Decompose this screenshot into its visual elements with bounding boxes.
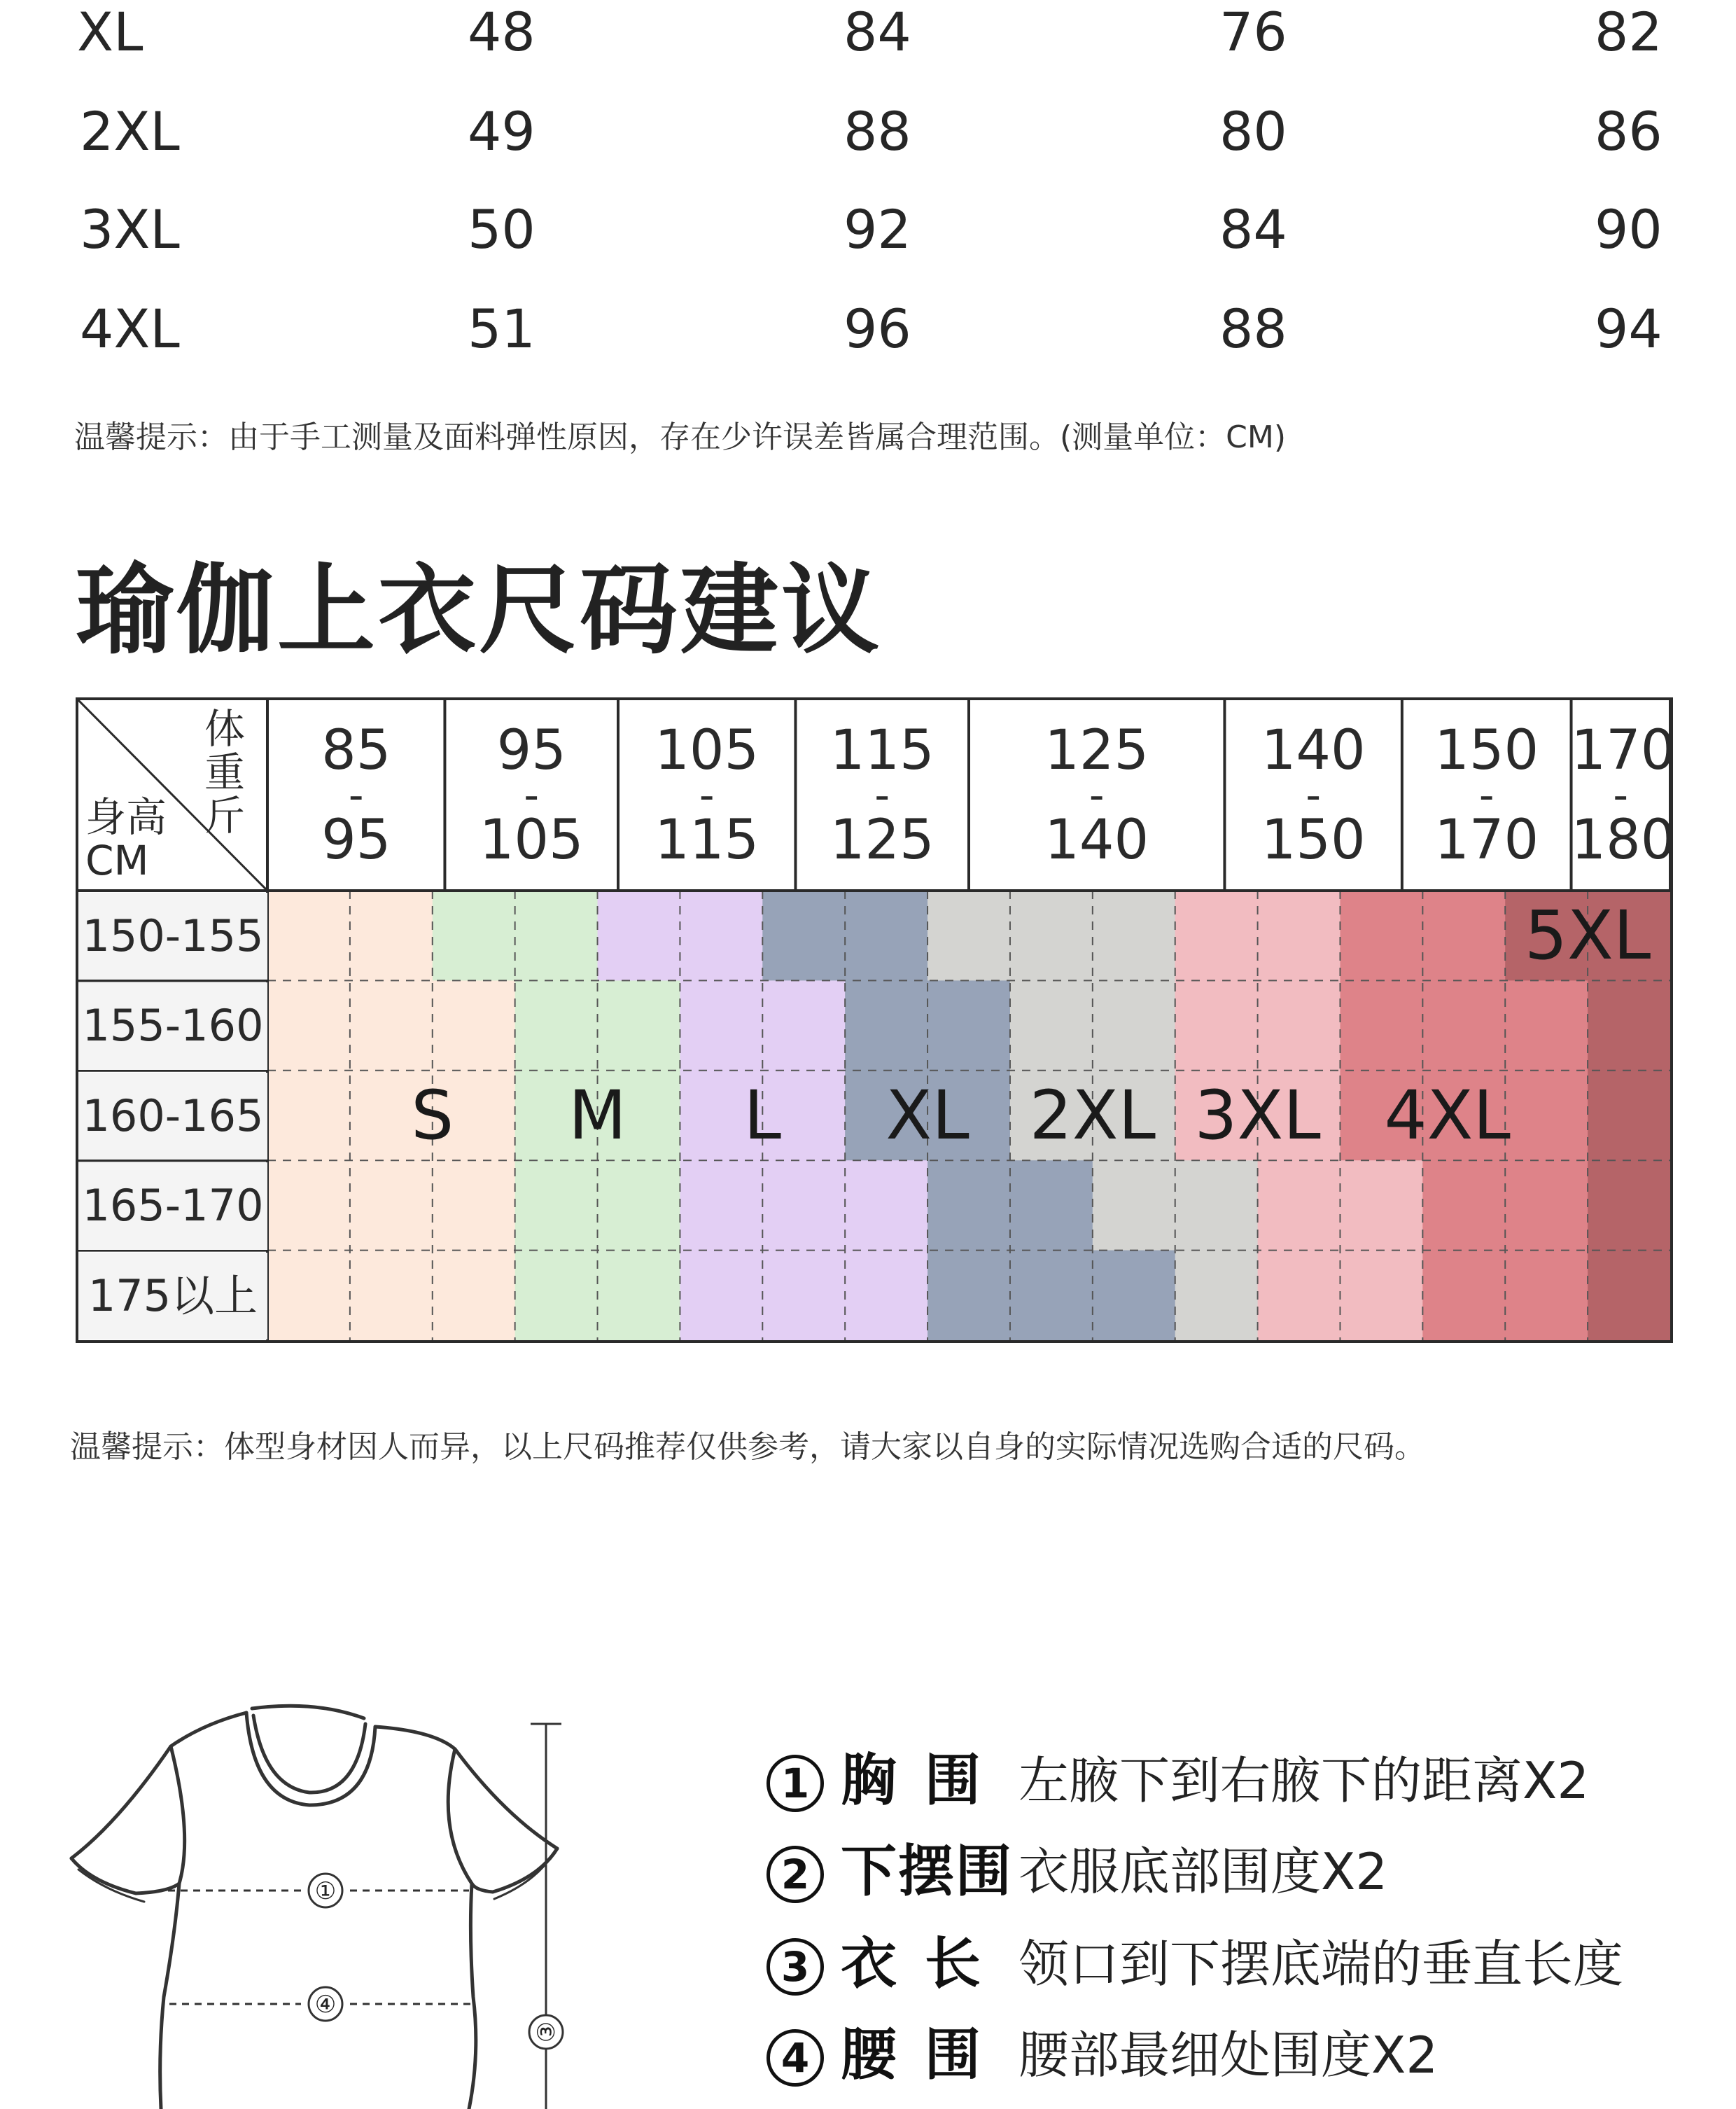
size-zone-cell	[1258, 891, 1340, 981]
size-label: 3XL	[1194, 1076, 1321, 1155]
item-description: 左腋下到右腋下的距离X2	[1018, 1751, 1590, 1810]
size-zone-cell	[1093, 1251, 1175, 1340]
range-dash: -	[1613, 771, 1629, 820]
height-row-header: 155-160	[78, 982, 267, 1069]
size-zone-cell	[762, 891, 845, 981]
weight-to: 125	[830, 809, 934, 872]
size-zone-cell	[515, 1160, 598, 1251]
weight-column-header	[267, 700, 444, 891]
table-row	[0, 280, 1736, 378]
value-cell: 88	[844, 100, 911, 162]
range-dash: -	[524, 771, 540, 820]
size-zone-cell	[1422, 980, 1505, 1071]
corner-height-text: 身高 CM	[85, 793, 167, 884]
size-zone-cell	[1422, 1160, 1505, 1251]
size-zone-cell	[267, 1071, 350, 1161]
weight-to: 180	[1571, 809, 1676, 872]
size-zone-cell	[515, 1251, 598, 1340]
value-cell: 76	[1219, 1, 1287, 63]
size-zone-cell	[1340, 1160, 1422, 1251]
item-number-badge: 1	[766, 1755, 824, 1812]
size-zone-cell	[1010, 1160, 1093, 1251]
weight-from: 140	[1261, 719, 1366, 782]
size-zone-cell	[927, 980, 1010, 1071]
item-number-badge: 4	[766, 2029, 824, 2087]
range-dash: -	[699, 771, 715, 820]
size-label: 5XL	[1524, 896, 1651, 975]
size-zone-cell	[927, 1160, 1010, 1251]
recommendation-tip: 温馨提示：体型身材因人而异，以上尺码推荐仅供参考，请大家以自身的实际情况选购合适的尺码。	[70, 1429, 1425, 1465]
size-zone-cell	[1258, 1251, 1340, 1340]
size-zone-cell	[1093, 980, 1175, 1071]
corner-weight-text: 体重 斤	[204, 705, 245, 840]
item-term: 下摆围	[841, 1839, 1013, 1904]
item-number-badge: 3	[766, 1938, 824, 1996]
weight-to: 105	[479, 809, 584, 872]
size-cell: 3XL	[80, 198, 180, 260]
size-label: 4XL	[1384, 1076, 1511, 1155]
size-zone-cell	[433, 1251, 515, 1340]
measurement-tip: 温馨提示：由于手工测量及面料弹性原因，存在少许误差皆属合理范围。(测量单位：CM)	[74, 419, 1287, 455]
range-dash: -	[874, 771, 890, 820]
size-zone-cell	[433, 980, 515, 1071]
diagram-marker-waist: ④	[314, 1991, 337, 2019]
section-title: 瑜伽上衣尺码建议	[76, 554, 883, 668]
size-zone-cell	[845, 1251, 927, 1340]
weight-to: 95	[321, 809, 391, 872]
weight-column-header	[969, 700, 1224, 891]
weight-from: 95	[496, 719, 566, 782]
size-zone-cell	[1588, 980, 1670, 1071]
size-zone-cell	[1505, 1071, 1588, 1161]
size-zone-cell	[1093, 1160, 1175, 1251]
height-row-header: 150-155	[78, 893, 267, 980]
weight-to: 140	[1044, 809, 1149, 872]
size-zone-cell	[433, 1160, 515, 1251]
size-zone-cell	[515, 891, 598, 981]
size-zone-cell	[845, 1160, 927, 1251]
size-recommendation-grid	[76, 697, 1676, 1343]
value-cell: 90	[1595, 198, 1662, 260]
tshirt-diagram	[63, 1703, 623, 2109]
size-zone-cell	[350, 980, 433, 1071]
weight-from: 125	[1044, 719, 1149, 782]
size-cell: XL	[77, 1, 144, 63]
value-cell: 82	[1595, 1, 1662, 63]
size-zone-cell	[1010, 980, 1093, 1071]
item-description: 衣服底部围度X2	[1018, 1842, 1388, 1901]
weight-from: 115	[830, 719, 934, 782]
value-cell: 50	[468, 198, 536, 260]
size-zone-cell	[350, 1251, 433, 1340]
weight-to: 115	[654, 809, 760, 872]
corner-height-label	[85, 795, 167, 882]
weight-column-header	[444, 700, 618, 891]
size-zone-cell	[1340, 891, 1422, 981]
size-zone-cell	[1010, 891, 1093, 981]
size-zone-cell	[1588, 1071, 1670, 1161]
size-zone-cell	[1340, 980, 1422, 1071]
size-zone-cell	[1175, 1251, 1258, 1340]
size-zone-cell	[267, 1251, 350, 1340]
size-label: XL	[886, 1076, 969, 1155]
size-label: M	[568, 1076, 626, 1155]
value-cell: 48	[468, 1, 536, 63]
diagram-marker-length: ③	[533, 2021, 561, 2043]
weight-to: 170	[1434, 809, 1539, 872]
weight-from: 150	[1434, 719, 1539, 782]
value-cell: 92	[844, 198, 911, 260]
size-zone-cell	[680, 1251, 762, 1340]
item-term: 衣 长	[841, 1931, 985, 1996]
value-cell: 94	[1595, 298, 1662, 360]
size-zone-cell	[598, 980, 680, 1071]
size-zone-cell	[1588, 1251, 1670, 1340]
size-zone-cell	[762, 1251, 845, 1340]
value-cell: 49	[468, 100, 536, 162]
weight-to: 150	[1261, 809, 1366, 872]
size-zone-cell	[267, 980, 350, 1071]
value-cell: 84	[1219, 198, 1287, 260]
size-cell: 4XL	[80, 298, 180, 360]
item-number-badge: 2	[766, 1846, 824, 1903]
diagram-marker-chest: ①	[314, 1877, 337, 1905]
range-dash: -	[1478, 771, 1494, 820]
size-zone-cell	[680, 1160, 762, 1251]
size-zone-cell	[845, 980, 927, 1071]
weight-column-header	[1224, 700, 1401, 891]
range-dash: -	[348, 771, 364, 820]
size-zone-cell	[927, 1251, 1010, 1340]
value-cell: 96	[844, 298, 911, 360]
size-zone-cell	[350, 1160, 433, 1251]
size-zone-cell	[1505, 980, 1588, 1071]
value-cell: 80	[1219, 100, 1287, 162]
size-zone-cell	[1588, 1160, 1670, 1251]
weight-column-header	[1402, 700, 1572, 891]
range-dash: -	[1088, 771, 1105, 820]
value-cell: 51	[468, 298, 536, 360]
size-zone-cell	[762, 1160, 845, 1251]
size-zone-cell	[1175, 1160, 1258, 1251]
size-zone-cell	[1175, 980, 1258, 1071]
item-term: 胸 围	[841, 1748, 985, 1813]
size-zone-cell	[1093, 891, 1175, 981]
size-zone-cell	[927, 891, 1010, 981]
size-zone-cell	[1340, 1251, 1422, 1340]
size-label: 2XL	[1029, 1076, 1156, 1155]
weight-column-header	[1571, 700, 1676, 891]
height-row-header: 160-165	[78, 1073, 267, 1160]
size-cell: 2XL	[80, 100, 180, 162]
size-zone-cell	[598, 1251, 680, 1340]
size-zone-cell	[350, 891, 433, 981]
size-zone-cell	[267, 891, 350, 981]
weight-from: 105	[654, 719, 760, 782]
size-zone-cell	[267, 1160, 350, 1251]
size-zone-cell	[1505, 1251, 1588, 1340]
value-cell: 88	[1219, 298, 1287, 360]
item-description: 腰部最细处围度X2	[1018, 2026, 1438, 2084]
weight-column-header	[618, 700, 795, 891]
weight-column-header	[795, 700, 969, 891]
value-cell: 84	[844, 1, 911, 63]
height-row-header: 165-170	[78, 1162, 267, 1249]
range-dash: -	[1306, 771, 1321, 820]
size-zone-cell	[433, 891, 515, 981]
value-cell: 86	[1595, 100, 1662, 162]
height-row-header: 175以上	[78, 1253, 267, 1339]
table-row	[0, 83, 1736, 181]
table-row	[0, 0, 1736, 81]
corner-weight-label	[168, 705, 245, 840]
size-label: L	[743, 1076, 782, 1155]
size-zone-cell	[1258, 980, 1340, 1071]
size-zone-cell	[1422, 1251, 1505, 1340]
weight-from: 170	[1571, 719, 1676, 782]
size-zone-cell	[680, 980, 762, 1071]
table-row	[0, 181, 1736, 279]
size-zone-cell	[1505, 1160, 1588, 1251]
size-zone-cell	[762, 980, 845, 1071]
size-zone-cell	[845, 891, 927, 981]
item-term: 腰 围	[841, 2022, 985, 2087]
size-zone-cell	[680, 891, 762, 981]
size-zone-cell	[515, 980, 598, 1071]
weight-from: 85	[321, 719, 391, 782]
size-zone-cell	[1010, 1251, 1093, 1340]
size-zone-cell	[598, 1160, 680, 1251]
size-zone-cell	[598, 891, 680, 981]
size-zone-cell	[1258, 1160, 1340, 1251]
size-zone-cell	[1175, 891, 1258, 981]
size-zone-cell	[1422, 891, 1505, 981]
size-label: S	[411, 1076, 454, 1155]
item-description: 领口到下摆底端的垂直长度	[1018, 1935, 1624, 1993]
